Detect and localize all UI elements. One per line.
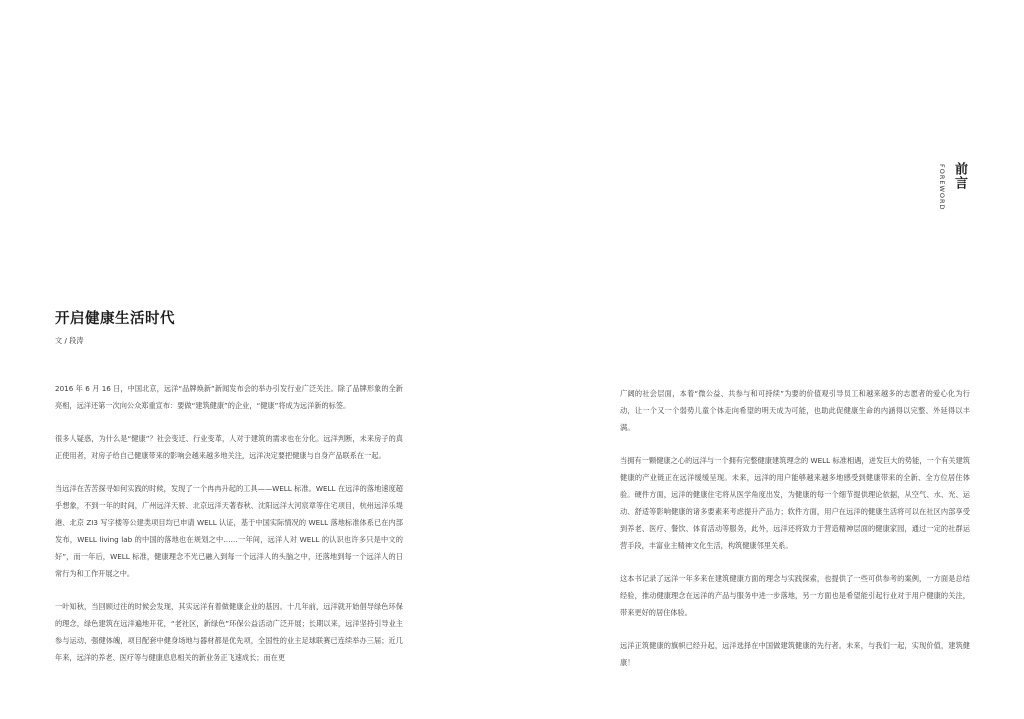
foreword-heading: [936, 162, 966, 222]
paragraph: 当拥有一颗健康之心的远洋与一个拥有完整健康建筑理念的 WELL 标准相遇，迸发巨大的势能，一个有关建筑健康的产业链正在远洋缓缓呈现。未来，远洋的用户能够越来越多地感受到健康带来的全新、全方位居住体验。硬件方面，远洋的健康住宅将从医学角度出发，为健康的每一个细节提供理论依据，从空气、水、光、运动、舒适等影响健康的诸多要素来考虑提升产品力；软件方面，用户在远洋的健康生活将可以在社区内部享受到养老、医疗、餐饮、体育活动等服务，此外，远洋还将致力于营造精神层面的健康家园，通过一定的社群运营手段，丰富业主精神文化生活，构筑健康邻里关系。: [620, 456, 970, 550]
left-body-text: [55, 380, 403, 682]
paragraph: 这本书记录了远洋一年多来在建筑健康方面的理念与实践探索，也提供了一些可供参考的案例，一方面是总结经验，推动健康理念在远洋的产品与服务中进一步落地，另一方面也是希望能引起行业对于用户健康的关注，带来更好的居住体验。: [620, 574, 970, 617]
paragraph: 2016 年 6 月 16 日，中国北京，远洋“品牌焕新”新闻发布会的举办引发行业广泛关注。除了品牌形象的全新亮相，远洋还第一次向公众郑重宣布：要做“建筑健康”的企业，“健康”将成为远洋新的标签。: [55, 384, 403, 410]
byline: 文 / 段涛: [55, 336, 84, 345]
foreword-heading-cn: 前言: [952, 162, 967, 190]
paragraph: 很多人疑惑，为什么是“健康”？社会变迁、行业变革，人对于建筑的需求也在分化。远洋判断，未来房子的真正使用者，对房子给自己健康带来的影响会越来越多地关注，远洋决定要把健康与自身产品联系在一起。: [55, 434, 403, 460]
paragraph: 广阔的社会层面，本着“微公益、共参与和可持续”为要的价值观引导员工和越来越多的志愿者的爱心化为行动，让一个又一个弱势儿童个体走向希望的明天成为可能，也助此促健康生命的内涵得以完整、外延得以丰满。: [620, 389, 970, 432]
foreword-heading-en: FOREWORD: [938, 164, 946, 211]
right-page: [512, 0, 1024, 719]
right-body-text: [620, 385, 970, 687]
paragraph: 当远洋在苦苦探寻如何实践的时候，发现了一个冉冉升起的工具——WELL 标准。WELL 在远洋的落地速度超乎想象，不到一年的时间，广州远洋天骄、北京远洋天著春秋、沈阳远洋大河宸章等住宅项目，杭州远洋乐堤港、北京 ZI3 写字楼等公建类项目均已申请 WELL 认证，基于中国实际情况的 WELL 落地标准体系已在内部发布，WELL living lab 的中国的落地也在规划之中……一年间，远洋人对 WELL 的认识也许多只是中文的好”，而一年后，WELL 标准，健康理念不光已融入到每一个远洋人的头脑之中，还落地到每一个远洋人的日常行为和工作开展之中。: [55, 484, 403, 578]
paragraph: 一叶知秋，当回顾过往的时候会发现，其实远洋有着做健康企业的基因。十几年前，远洋就开始倡导绿色环保的理念，绿色建筑在远洋遍地开花，“老社区，新绿色”环保公益活动广泛开展；长期以来，远洋坚持引导业主参与运动、强健体魄，项目配套中健身场地与器材都是优先项，全国性的业主足球联赛已连续举办三届；近几年来，远洋的养老、医疗等与健康息息相关的新业务正飞速成长；而在更: [55, 602, 403, 662]
article-title: 开启健康生活时代: [55, 311, 175, 327]
paragraph: 远洋正筑健康的旗帜已经升起，远洋选择在中国做建筑健康的先行者。未来，与我们一起，实现价值，建筑健康！: [620, 641, 970, 667]
